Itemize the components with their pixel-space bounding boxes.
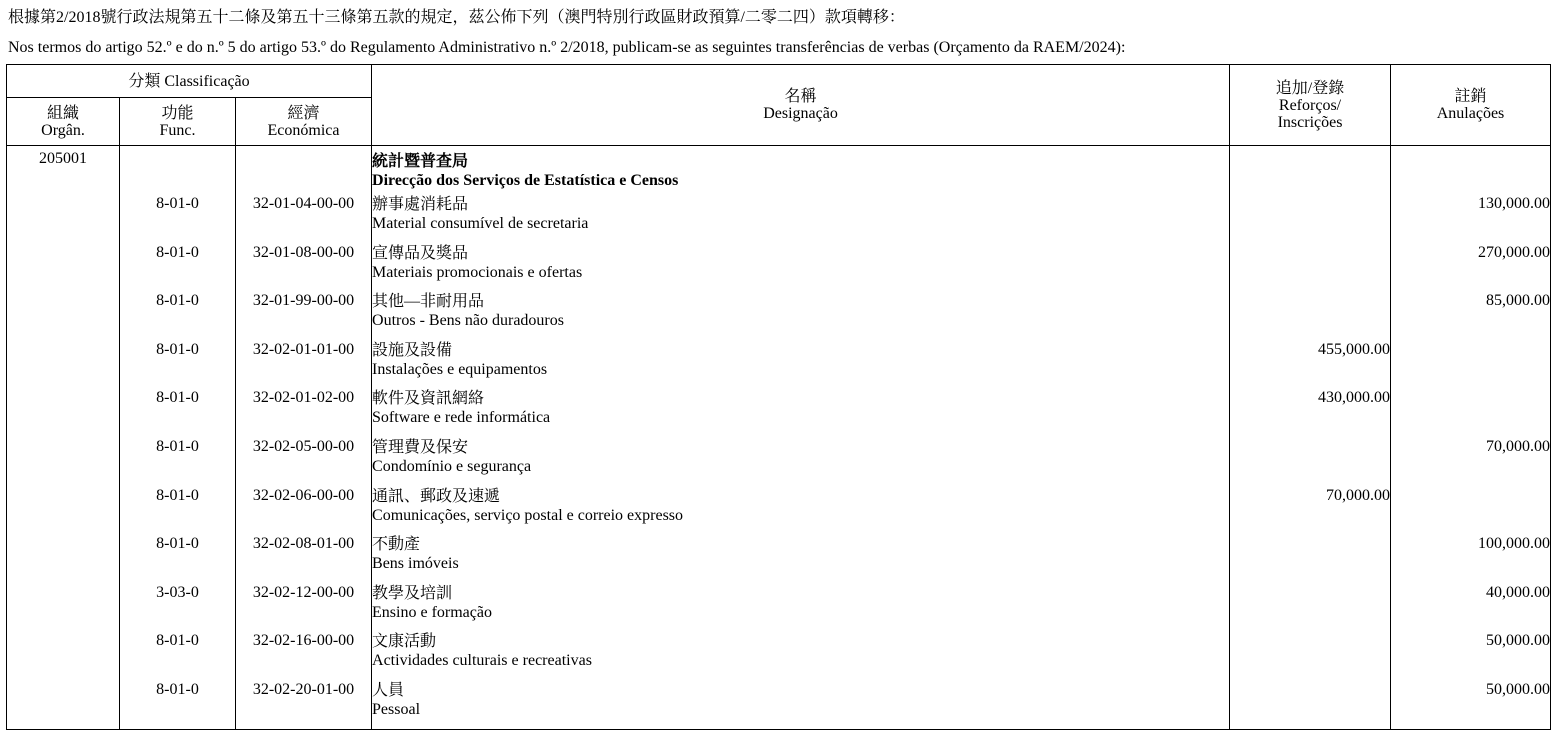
reinforcements-header — [1230, 65, 1391, 146]
functional-header-zh: 功能 — [161, 104, 194, 122]
annulments-header-pt: Anulações — [1436, 105, 1505, 122]
economic-code: 32-01-08-00-00 — [236, 244, 372, 293]
designation-pt: Material consumível de secretaria — [372, 215, 589, 232]
reinforcement-amount: 70,000.00 — [1230, 487, 1391, 536]
designation-zh: 不動產 — [372, 536, 421, 554]
functional-header-pt: Func. — [159, 121, 196, 139]
organic-cell — [7, 535, 120, 584]
economic-header-zh: 經濟 — [287, 104, 320, 122]
functional-code: 8-01-0 — [120, 681, 236, 730]
annulment-amount: 100,000.00 — [1391, 535, 1551, 584]
functional-code: 8-01-0 — [120, 487, 236, 536]
designation — [372, 681, 1230, 730]
intro-portuguese: Nos termos do artigo 52.º e do n.º 5 do artigo 53.º do Regulamento Administrativo n.º 2/2018, publicam-se as seguintes transferências de verbas (Orçamento da RAEM/2024): — [8, 39, 1126, 56]
designation-zh: 設施及設備 — [372, 341, 453, 359]
organism-name-pt: Direcção dos Serviços de Estatística e Censos — [372, 172, 679, 189]
functional-code: 8-01-0 — [120, 438, 236, 487]
organic-header-pt: Orgân. — [41, 121, 85, 139]
organic-header-zh: 組織 — [46, 104, 79, 122]
designation-header-zh: 名稱 — [784, 88, 817, 105]
organic-cell — [7, 438, 120, 487]
organic-cell — [7, 389, 120, 438]
reinforcement-amount — [1230, 681, 1391, 730]
table-row — [7, 389, 1551, 438]
organic-cell — [7, 292, 120, 341]
designation — [372, 195, 1230, 244]
reinforcement-amount — [1230, 292, 1391, 341]
annulment-amount — [1391, 487, 1551, 536]
organic-cell — [7, 681, 120, 730]
organic-cell — [7, 244, 120, 293]
organism-code: 205001 — [7, 150, 120, 195]
reinforcements-header-pt-2: Inscrições — [1277, 113, 1343, 131]
functional-code: 8-01-0 — [120, 195, 236, 244]
designation — [372, 487, 1230, 536]
annulment-amount: 50,000.00 — [1391, 632, 1551, 681]
designation-zh: 宣傳品及獎品 — [372, 244, 469, 262]
intro-chinese: 根據第2/2018號行政法規第五十二條及第五十三條第五款的規定，茲公佈下列（澳門特別行政區財政預算/二零二四）款項轉移： — [8, 9, 905, 26]
designation-zh: 其他—非耐用品 — [372, 293, 485, 311]
table-row — [7, 438, 1551, 487]
annulments-header — [1391, 65, 1551, 146]
reinforcement-amount — [1230, 632, 1391, 681]
table-row — [7, 292, 1551, 341]
designation-pt: Comunicações, serviço postal e correio expresso — [372, 506, 684, 524]
functional-code: 8-01-0 — [120, 244, 236, 293]
reinforcements-header-zh: 追加/登錄 — [1275, 79, 1345, 97]
designation-pt: Pessoal — [372, 700, 421, 718]
economic-header — [236, 98, 372, 146]
economic-code: 32-02-06-00-00 — [236, 487, 372, 536]
functional-code: 8-01-0 — [120, 632, 236, 681]
table-row — [7, 341, 1551, 390]
organism-name-zh: 統計暨普查局 — [372, 153, 469, 170]
table-row — [7, 535, 1551, 584]
table-row — [7, 584, 1551, 633]
annulment-amount — [1391, 341, 1551, 390]
annulment-amount: 50,000.00 — [1391, 681, 1551, 730]
designation — [372, 584, 1230, 633]
economic-code: 32-02-05-00-00 — [236, 438, 372, 487]
organic-cell — [7, 584, 120, 633]
designation-zh: 人員 — [372, 681, 405, 699]
annulment-amount: 40,000.00 — [1391, 584, 1551, 633]
designation — [372, 341, 1230, 390]
economic-code: 32-02-20-01-00 — [236, 681, 372, 730]
economic-code: 32-01-04-00-00 — [236, 195, 372, 244]
organic-cell — [7, 341, 120, 390]
reinforcement-amount — [1230, 244, 1391, 293]
designation-zh: 通訊、郵政及速遞 — [372, 487, 501, 505]
organic-header — [7, 98, 120, 146]
economic-code: 32-02-08-01-00 — [236, 535, 372, 584]
designation — [372, 244, 1230, 293]
designation-pt: Actividades culturais e recreativas — [372, 652, 592, 670]
reinforcement-amount: 430,000.00 — [1230, 389, 1391, 438]
designation-header-pt: Designação — [763, 105, 838, 122]
classification-header: 分類 Classificação — [7, 65, 372, 98]
reinforcement-amount — [1230, 195, 1391, 244]
reinforcements-header-pt-1: Reforços/ — [1278, 96, 1342, 114]
designation-pt: Condomínio e segurança — [372, 457, 532, 475]
designation-pt: Software e rede informática — [372, 409, 551, 427]
designation — [372, 292, 1230, 341]
designation-zh: 辦事處消耗品 — [372, 196, 469, 213]
designation-pt: Bens imóveis — [372, 555, 459, 573]
annulment-amount: 70,000.00 — [1391, 438, 1551, 487]
reinforcement-amount — [1230, 584, 1391, 633]
designation-pt: Materiais promocionais e ofertas — [372, 263, 583, 281]
designation-zh: 文康活動 — [372, 633, 437, 651]
designation-pt: Ensino e formação — [372, 603, 492, 621]
annulment-amount: 270,000.00 — [1391, 244, 1551, 293]
organism-row — [7, 150, 1551, 195]
functional-code: 8-01-0 — [120, 292, 236, 341]
organic-cell — [7, 487, 120, 536]
organic-cell — [7, 632, 120, 681]
table-row — [7, 487, 1551, 536]
annulment-amount — [1391, 389, 1551, 438]
designation-zh: 軟件及資訊網絡 — [372, 390, 485, 408]
annulment-amount: 130,000.00 — [1391, 195, 1551, 244]
designation-zh: 教學及培訓 — [372, 584, 453, 602]
designation-pt: Outros - Bens não duradouros — [372, 312, 564, 330]
economic-code: 32-02-01-01-00 — [236, 341, 372, 390]
designation — [372, 438, 1230, 487]
table-row — [7, 632, 1551, 681]
designation-header — [372, 65, 1230, 146]
annulments-header-zh: 註銷 — [1454, 88, 1487, 105]
reinforcement-amount — [1230, 438, 1391, 487]
functional-header — [120, 98, 236, 146]
table-row — [7, 681, 1551, 730]
economic-code: 32-02-12-00-00 — [236, 584, 372, 633]
functional-code: 8-01-0 — [120, 535, 236, 584]
table-row — [7, 195, 1551, 244]
designation — [372, 389, 1230, 438]
organic-cell — [7, 195, 120, 244]
organism-name — [372, 150, 1230, 195]
designation — [372, 632, 1230, 681]
functional-code: 8-01-0 — [120, 341, 236, 390]
economic-code: 32-02-01-02-00 — [236, 389, 372, 438]
designation — [372, 535, 1230, 584]
economic-code: 32-01-99-00-00 — [236, 292, 372, 341]
reinforcement-amount — [1230, 535, 1391, 584]
designation-zh: 管理費及保安 — [372, 438, 469, 456]
table-row — [7, 244, 1551, 293]
economic-header-pt: Económica — [267, 121, 340, 139]
functional-code: 8-01-0 — [120, 389, 236, 438]
annulment-amount: 85,000.00 — [1391, 292, 1551, 341]
functional-code: 3-03-0 — [120, 584, 236, 633]
economic-code: 32-02-16-00-00 — [236, 632, 372, 681]
budget-transfer-table — [6, 64, 1551, 730]
designation-pt: Instalações e equipamentos — [372, 360, 548, 378]
reinforcement-amount: 455,000.00 — [1230, 341, 1391, 390]
